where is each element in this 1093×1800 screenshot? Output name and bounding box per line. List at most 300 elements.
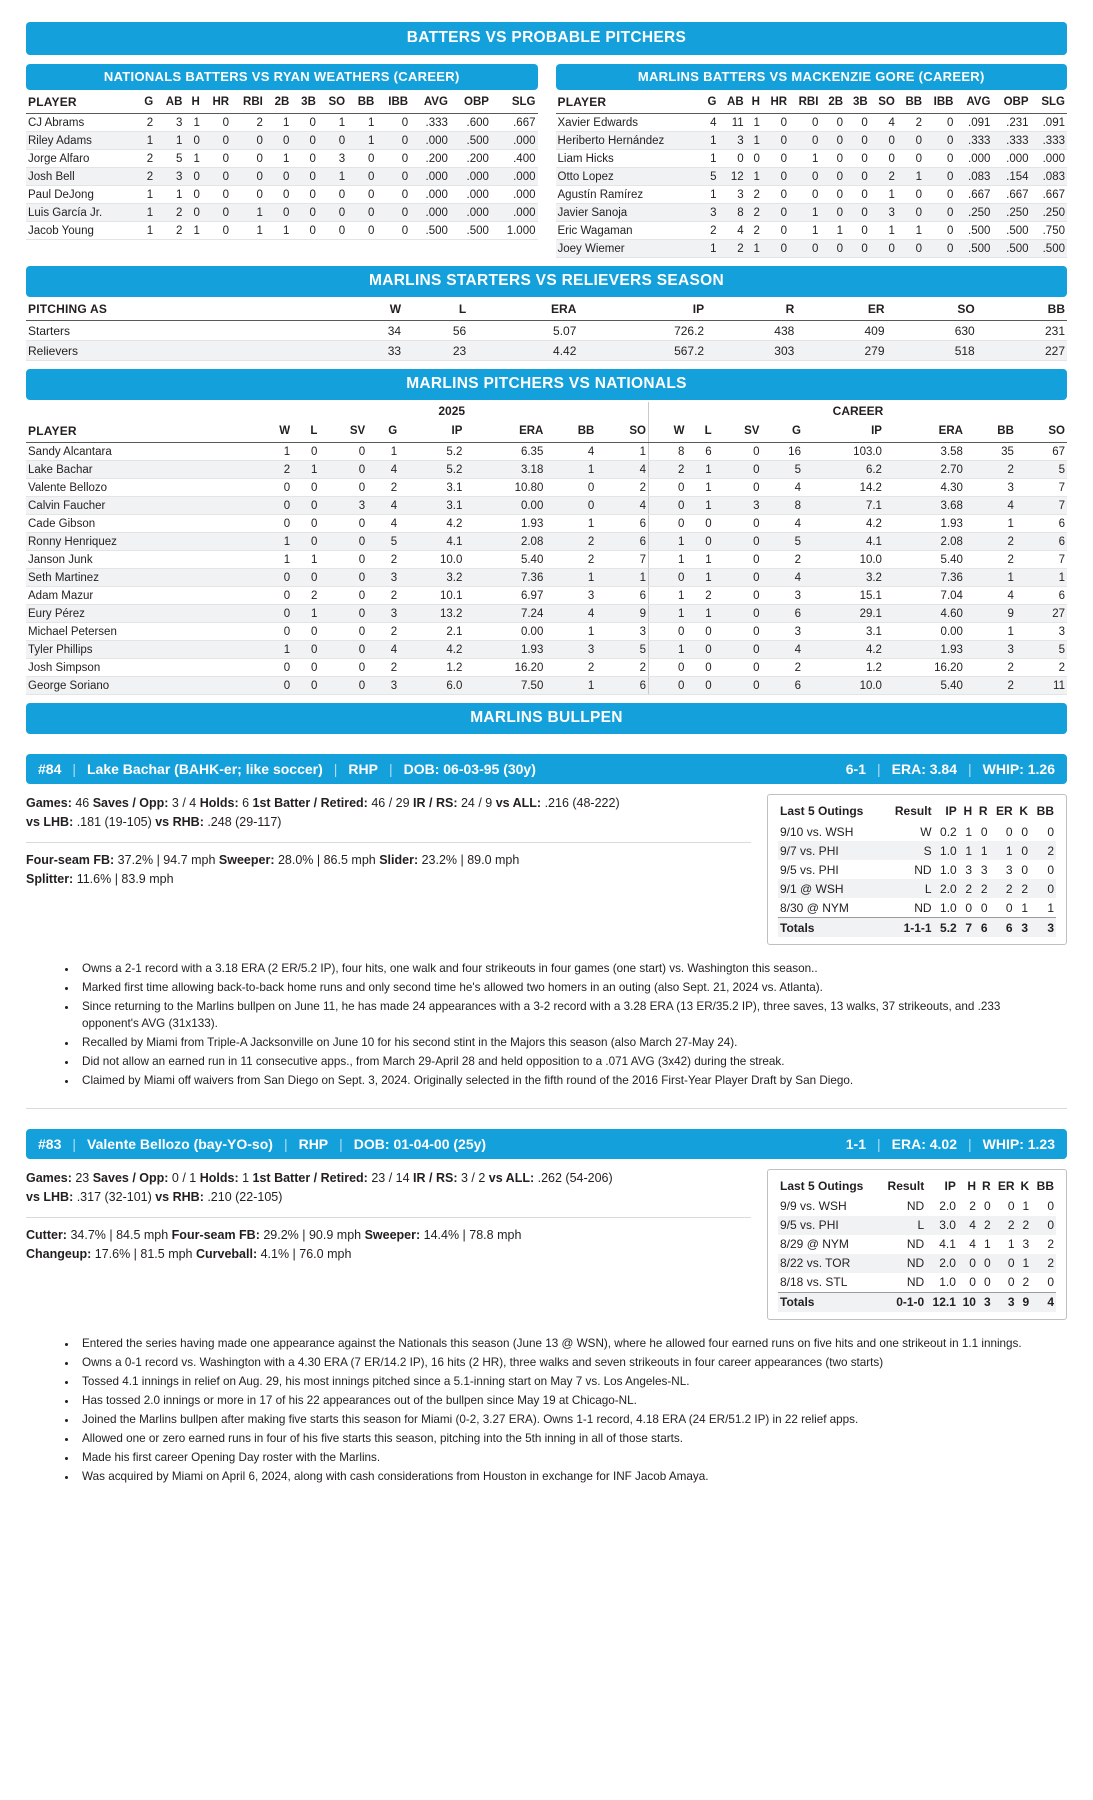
stat-label: vs LHB: [26,815,74,830]
player-card [26,754,1067,1109]
stat-cell: 8 [649,443,687,461]
stat-cell: 10.0 [803,677,884,695]
stat-cell: 0 [714,533,762,551]
stat-cell: 3.2 [803,569,884,587]
outing-stat: 3.0 [939,1218,956,1233]
last-5-outings-box [767,1169,1067,1320]
stat-cell: 0 [924,240,955,258]
stat-cell: 1 [265,222,292,240]
stat-cell: 0 [924,204,955,222]
stat-label: Holds: [199,1170,239,1185]
stat-cell: 0 [231,186,265,204]
stat-cell: 2 [231,114,265,132]
stat-cell: .091 [1031,114,1067,132]
stat-cell: 3.58 [884,443,965,461]
stat-cell: 2 [649,461,687,479]
stat-cell: 3 [965,479,1016,497]
stat-cell: .333 [992,132,1030,150]
stat-cell: 0 [714,443,762,461]
row-label: Heriberto Hernández [556,132,702,150]
stat-cell: 0 [897,132,924,150]
stat-cell: 4 [761,479,803,497]
stat-cell: 0 [870,132,897,150]
outing-stat: 0 [1047,1275,1054,1290]
row-label: Relievers [26,341,338,361]
separator-pipe: | [877,1135,881,1152]
stat-cell: .000 [410,168,450,186]
stat-cell: 2 [965,533,1016,551]
splits-line-2 [26,1188,751,1207]
player-notes [26,961,1067,1090]
table-row [778,879,1056,898]
stat-cell: 2 [965,461,1016,479]
stat-cell: 2 [746,222,762,240]
stat-cell: .000 [450,168,491,186]
stat-cell: 0 [347,186,376,204]
stat-cell: 1 [255,641,292,659]
stat-cell: .000 [491,186,538,204]
stat-cell: 0 [376,168,410,186]
stat-cell: 0 [265,132,292,150]
stat-cell: 0 [870,150,897,168]
outing-stat: ND [914,862,932,877]
column-header: AB [155,92,184,114]
column-header: ERA [468,299,578,321]
stat-cell: 0 [231,168,265,186]
stat-cell: .250 [992,204,1030,222]
stat-cell: 1 [965,623,1016,641]
row-label: Adam Mazur [26,587,255,605]
table-row [556,150,1068,168]
stat-cell: 2 [545,533,596,551]
stat-cell: 1 [897,168,924,186]
player-card-header[interactable] [26,1129,1067,1159]
stat-cell: 4.1 [803,533,884,551]
stat-cell: 1 [965,515,1016,533]
stat-cell: 0 [789,132,820,150]
totals-cell: 0-1-0 [879,1292,926,1312]
column-header: IBB [924,92,955,114]
player-dob: DOB: 06-03-95 (30y) [403,761,536,777]
outing-stat: L [917,1218,925,1233]
stat-cell: 1 [897,222,924,240]
outing-stat: 2 [980,881,988,896]
stat-cell: 4 [367,461,399,479]
stat-cell: 0 [746,150,762,168]
stat-cell: .500 [955,240,992,258]
column-header: RBI [231,92,265,114]
stat-cell: 0 [202,186,231,204]
stat-cell: 7.1 [803,497,884,515]
stat-value: 23 / 14 [367,1170,414,1185]
stat-cell: 0 [714,461,762,479]
stat-cell: 1 [137,222,155,240]
column-header: K [1019,804,1028,818]
stat-cell: 3 [701,204,718,222]
stat-cell: 1 [746,132,762,150]
outing-date: 9/7 vs. PHI [780,843,839,858]
stat-cell: 0 [924,114,955,132]
outing-stat: 1 [983,1237,991,1252]
row-label: Cade Gibson [26,515,255,533]
column-header: ER [997,1178,1015,1193]
stat-cell: 0 [686,677,713,695]
stat-label: Games: [26,1170,72,1185]
outing-stat: 0 [965,900,973,915]
column-header: G [761,421,803,443]
outing-stat: 0 [983,1199,991,1214]
totals-cell: 10 [958,1292,978,1312]
stat-cell: 0 [292,641,319,659]
stat-cell: 1 [255,551,292,569]
column-header: W [649,421,687,443]
stat-cell: 1 [545,569,596,587]
group-label-career: CAREER [649,402,1068,421]
stat-cell: 2 [367,479,399,497]
stat-cell: 1 [746,114,762,132]
row-label: Riley Adams [26,132,137,150]
table-header-row [778,1176,1056,1197]
stat-cell: 4.2 [399,641,464,659]
stat-cell: 11 [1016,677,1067,695]
column-header: R [706,299,796,321]
column-header: H [184,92,201,114]
stat-cell: 2 [367,551,399,569]
outing-stat: 2.0 [939,1256,956,1271]
table-row [26,551,1067,569]
stat-value: 46 [71,796,93,810]
stat-cell: .000 [491,168,538,186]
table-row [778,1235,1056,1254]
outing-stat: 0 [1005,900,1013,915]
column-header: BB [545,421,596,443]
stat-cell: 0.00 [464,497,545,515]
stat-cell: 3 [545,641,596,659]
separator-pipe: | [283,1135,288,1152]
stat-cell: 1 [255,533,292,551]
row-label: Xavier Edwards [556,114,702,132]
table-row [26,443,1067,461]
row-label: Starters [26,321,338,341]
outing-stat: 0.2 [940,824,957,839]
stat-cell: 3 [1016,623,1067,641]
stat-value: 4.1% | 76.0 mph [257,1246,352,1261]
stat-cell: 1 [686,497,713,515]
stat-cell: 0 [714,605,762,623]
table-row [26,515,1067,533]
column-header: Last 5 Outings [780,804,864,818]
stat-cell: 0 [319,533,367,551]
stat-cell: 1 [347,132,376,150]
stat-cell: 1 [292,551,319,569]
table-row [26,569,1067,587]
player-throws: RHP [298,1135,329,1152]
stat-value: .210 (22-105) [203,1190,283,1205]
outing-stat: 1 [1005,843,1013,858]
totals-cell: 9 [1017,1292,1032,1312]
stat-cell: 5.2 [399,443,464,461]
column-header: BB [1036,1178,1054,1193]
stat-label: Splitter: [26,872,74,887]
note-item: • Marked first time allowing back-to-back home runs and only second time he's allowed two homers in an outing (also Sept. 21, 2024 vs. Atlanta). [78,980,1053,997]
stat-cell: 1 [596,569,648,587]
outing-stat: 1 [1021,900,1028,915]
stat-cell: 1 [820,222,845,240]
totals-cell: 3 [978,1292,993,1312]
stat-cell: 7.50 [464,677,545,695]
column-header: L [686,421,713,443]
stat-cell: 0 [255,479,292,497]
column-header: OBP [450,92,491,114]
separator-pipe: | [72,761,76,777]
stat-cell: 0 [255,623,292,641]
stat-cell: 5 [155,150,184,168]
stat-cell: 9 [965,605,1016,623]
stat-cell: .500 [955,222,992,240]
outing-stat: ND [906,1199,925,1214]
row-label: Ronny Henriquez [26,533,255,551]
column-header: G [701,92,718,114]
stat-cell: .500 [992,240,1030,258]
stat-cell: 4.2 [803,641,884,659]
stat-cell: 7.04 [884,587,965,605]
stat-value: 11.6% | 83.9 mph [73,872,174,887]
stat-cell: 1 [184,222,201,240]
pitch-mix [26,1226,751,1265]
note-item: • Owns a 2-1 record with a 3.18 ERA (2 ER/5.2 IP), four hits, one walk and four strikeouts in four games (one start) vs. Washington this season.. [78,961,1053,978]
stat-label: 1st Batter / Retired: [252,1170,368,1185]
stat-cell: 0 [292,479,319,497]
column-header: H [963,804,973,818]
stat-label: Sweeper: [218,852,275,867]
nationals-batters-table-wrap [26,64,538,240]
stat-cell: 0 [231,132,265,150]
splits-line-1 [26,794,751,813]
row-label: Eury Pérez [26,605,255,623]
player-era: ERA: 4.02 [891,1135,957,1152]
stat-cell: 1 [545,461,596,479]
stat-cell: .000 [992,150,1030,168]
note-item: • Was acquired by Miami on April 6, 2024, along with cash considerations from Houston in exchange for INF Jacob Amaya. [78,1469,1053,1486]
stat-cell: 1 [545,515,596,533]
stat-cell: 1.93 [884,641,965,659]
row-label: Agustín Ramírez [556,186,702,204]
stat-cell: 6 [761,605,803,623]
column-header: R [981,1178,991,1193]
stat-cell: 0 [292,569,319,587]
stat-cell: .750 [1031,222,1067,240]
player-card-header[interactable] [26,754,1067,784]
stat-cell: 0 [719,150,746,168]
totals-cell: 5.2 [934,918,959,938]
stat-cell: 7 [596,551,648,569]
stat-cell: 2 [367,587,399,605]
stat-cell: .250 [955,204,992,222]
outing-stat: 2 [1022,1275,1030,1290]
column-header: ER [995,804,1013,818]
stat-cell: 5.40 [464,551,545,569]
stat-cell: 3.18 [464,461,545,479]
stat-cell: 1 [701,132,718,150]
stat-cell: 0 [820,204,845,222]
outing-stat: 0 [969,1275,976,1290]
stat-cell: 1 [292,461,319,479]
stat-cell: 2 [701,222,718,240]
totals-cell: 12.1 [926,1292,958,1312]
column-header: SO [596,421,648,443]
stat-cell: 1 [686,551,713,569]
stat-cell: 1 [649,641,687,659]
stat-cell: 2 [155,222,184,240]
column-header: BB [965,421,1016,443]
outing-stat: 0 [983,1275,991,1290]
stat-cell: 3 [367,605,399,623]
stat-cell: 0 [291,186,318,204]
outing-date: 9/9 vs. WSH [780,1199,847,1214]
stat-cell: 2 [761,659,803,677]
stat-cell: 0 [820,186,845,204]
totals-cell: 3 [1030,918,1056,938]
stat-cell: 1 [265,114,292,132]
stat-cell: 1 [184,150,201,168]
stat-cell: 0 [319,605,367,623]
row-label: Valente Bellozo [26,479,255,497]
player-card [26,1129,1067,1486]
stat-value: 17.6% | 81.5 mph [91,1246,196,1261]
stat-label: vs RHB: [155,815,204,830]
player-record: 6-1 [845,761,866,777]
stat-cell: 1 [965,569,1016,587]
outing-stat: 0 [1047,824,1054,839]
stat-cell: 13.2 [399,605,464,623]
marlins-batters-heading: MARLINS BATTERS VS MACKENZIE GORE (CAREER) [556,64,1068,90]
table-row [26,222,538,240]
outing-stat: 0 [1047,881,1054,896]
stat-cell: 1 [596,443,648,461]
stat-cell: 16 [761,443,803,461]
stat-cell: 2 [965,551,1016,569]
stat-cell: .500 [992,222,1030,240]
stat-value: 1 [238,1170,253,1185]
stat-cell: 33 [338,341,403,361]
stat-cell: 726.2 [578,321,706,341]
row-label: Janson Junk [26,551,255,569]
stat-cell: 2 [545,551,596,569]
outing-date: 8/30 @ NYM [780,900,849,915]
totals-cell: Totals [778,1292,879,1312]
stat-cell: 0 [319,623,367,641]
column-header: L [292,421,319,443]
note-item: • Since returning to the Marlins bullpen on June 11, he has made 24 appearances with a 3-2 record with a 3.28 ERA (13 ER/35.2 IP), three saves, 13 walks, 37 strikeouts, and .233 opponent's AVG (31x133). [78,999,1053,1033]
stat-cell: 0 [897,240,924,258]
column-header: Result [887,1178,925,1193]
row-label: Josh Bell [26,168,137,186]
stat-cell: 0 [376,204,410,222]
stat-cell: 5 [367,533,399,551]
column-header: PLAYER [556,92,702,114]
outing-stat: 2 [983,1218,991,1233]
stat-cell: 4 [596,461,648,479]
stat-cell: 2 [137,150,155,168]
stat-cell: 1 [649,605,687,623]
stat-cell: 1 [789,150,820,168]
note-item: • Claimed by Miami off waivers from San Diego on Sept. 3, 2024. Originally selected in the fifth round of the 2016 First-Year Player Draft by San Diego. [78,1073,1053,1090]
stat-cell: 4.60 [884,605,965,623]
stat-cell: 6 [686,443,713,461]
outing-stat: 1 [1007,1237,1015,1252]
stat-cell: 0 [318,132,347,150]
row-label: Eric Wagaman [556,222,702,240]
stat-cell: 0 [714,641,762,659]
stat-cell: 0 [897,150,924,168]
stat-cell: 3 [714,497,762,515]
stat-cell: 0 [545,479,596,497]
stat-cell: 1 [649,551,687,569]
stat-cell: 3 [155,114,184,132]
stat-cell: .000 [491,132,538,150]
stat-cell: 1.93 [464,641,545,659]
stat-cell: 1 [155,186,184,204]
stat-label: Changeup: [26,1246,92,1261]
column-header: ER [796,299,886,321]
stat-cell: 11 [719,114,746,132]
column-header: G [137,92,155,114]
column-header: OBP [992,92,1030,114]
column-header: H [746,92,762,114]
stat-cell: 1 [367,443,399,461]
row-label: Seth Martinez [26,569,255,587]
stat-cell: 0 [762,240,789,258]
stat-cell: 1 [318,168,347,186]
stat-cell: 103.0 [803,443,884,461]
marlins-batters-table-wrap [556,64,1068,258]
outing-stat: 4.1 [939,1237,956,1252]
nationals-batters-table [26,92,538,240]
row-label: Liam Hicks [556,150,702,168]
stat-cell: 1.2 [399,659,464,677]
stat-cell: 34 [338,321,403,341]
table-row [26,168,538,186]
outing-stat: 2 [1047,843,1054,858]
column-header: SV [319,421,367,443]
stat-cell: 3 [870,204,897,222]
stat-cell: 5.07 [468,321,578,341]
outing-date: 9/5 vs. PHI [780,862,839,877]
stat-cell: 0 [291,132,318,150]
stat-cell: 1 [545,623,596,641]
stat-value: 0 / 1 [168,1170,200,1185]
stat-cell: 2 [761,551,803,569]
note-item: • Recalled by Miami from Triple-A Jacksonville on June 10 for his second stint in the Majors this season (also March 27-May 24). [78,1035,1053,1052]
stat-cell: 35 [965,443,1016,461]
stat-label: Saves / Opp: [92,1170,169,1185]
stat-cell: .200 [450,150,491,168]
stat-cell: 0 [292,659,319,677]
table-row [556,204,1068,222]
stat-cell: 0 [897,204,924,222]
outing-stat: S [923,843,932,858]
stat-cell: .250 [1031,204,1067,222]
stat-cell: 0 [376,132,410,150]
stat-cell: 2 [897,114,924,132]
stat-cell: 0 [202,222,231,240]
stat-cell: 10.1 [399,587,464,605]
stat-cell: 7 [1016,479,1067,497]
table-row [778,1197,1056,1216]
stat-cell: 7.24 [464,605,545,623]
row-label: Jacob Young [26,222,137,240]
stat-cell: 1 [789,222,820,240]
